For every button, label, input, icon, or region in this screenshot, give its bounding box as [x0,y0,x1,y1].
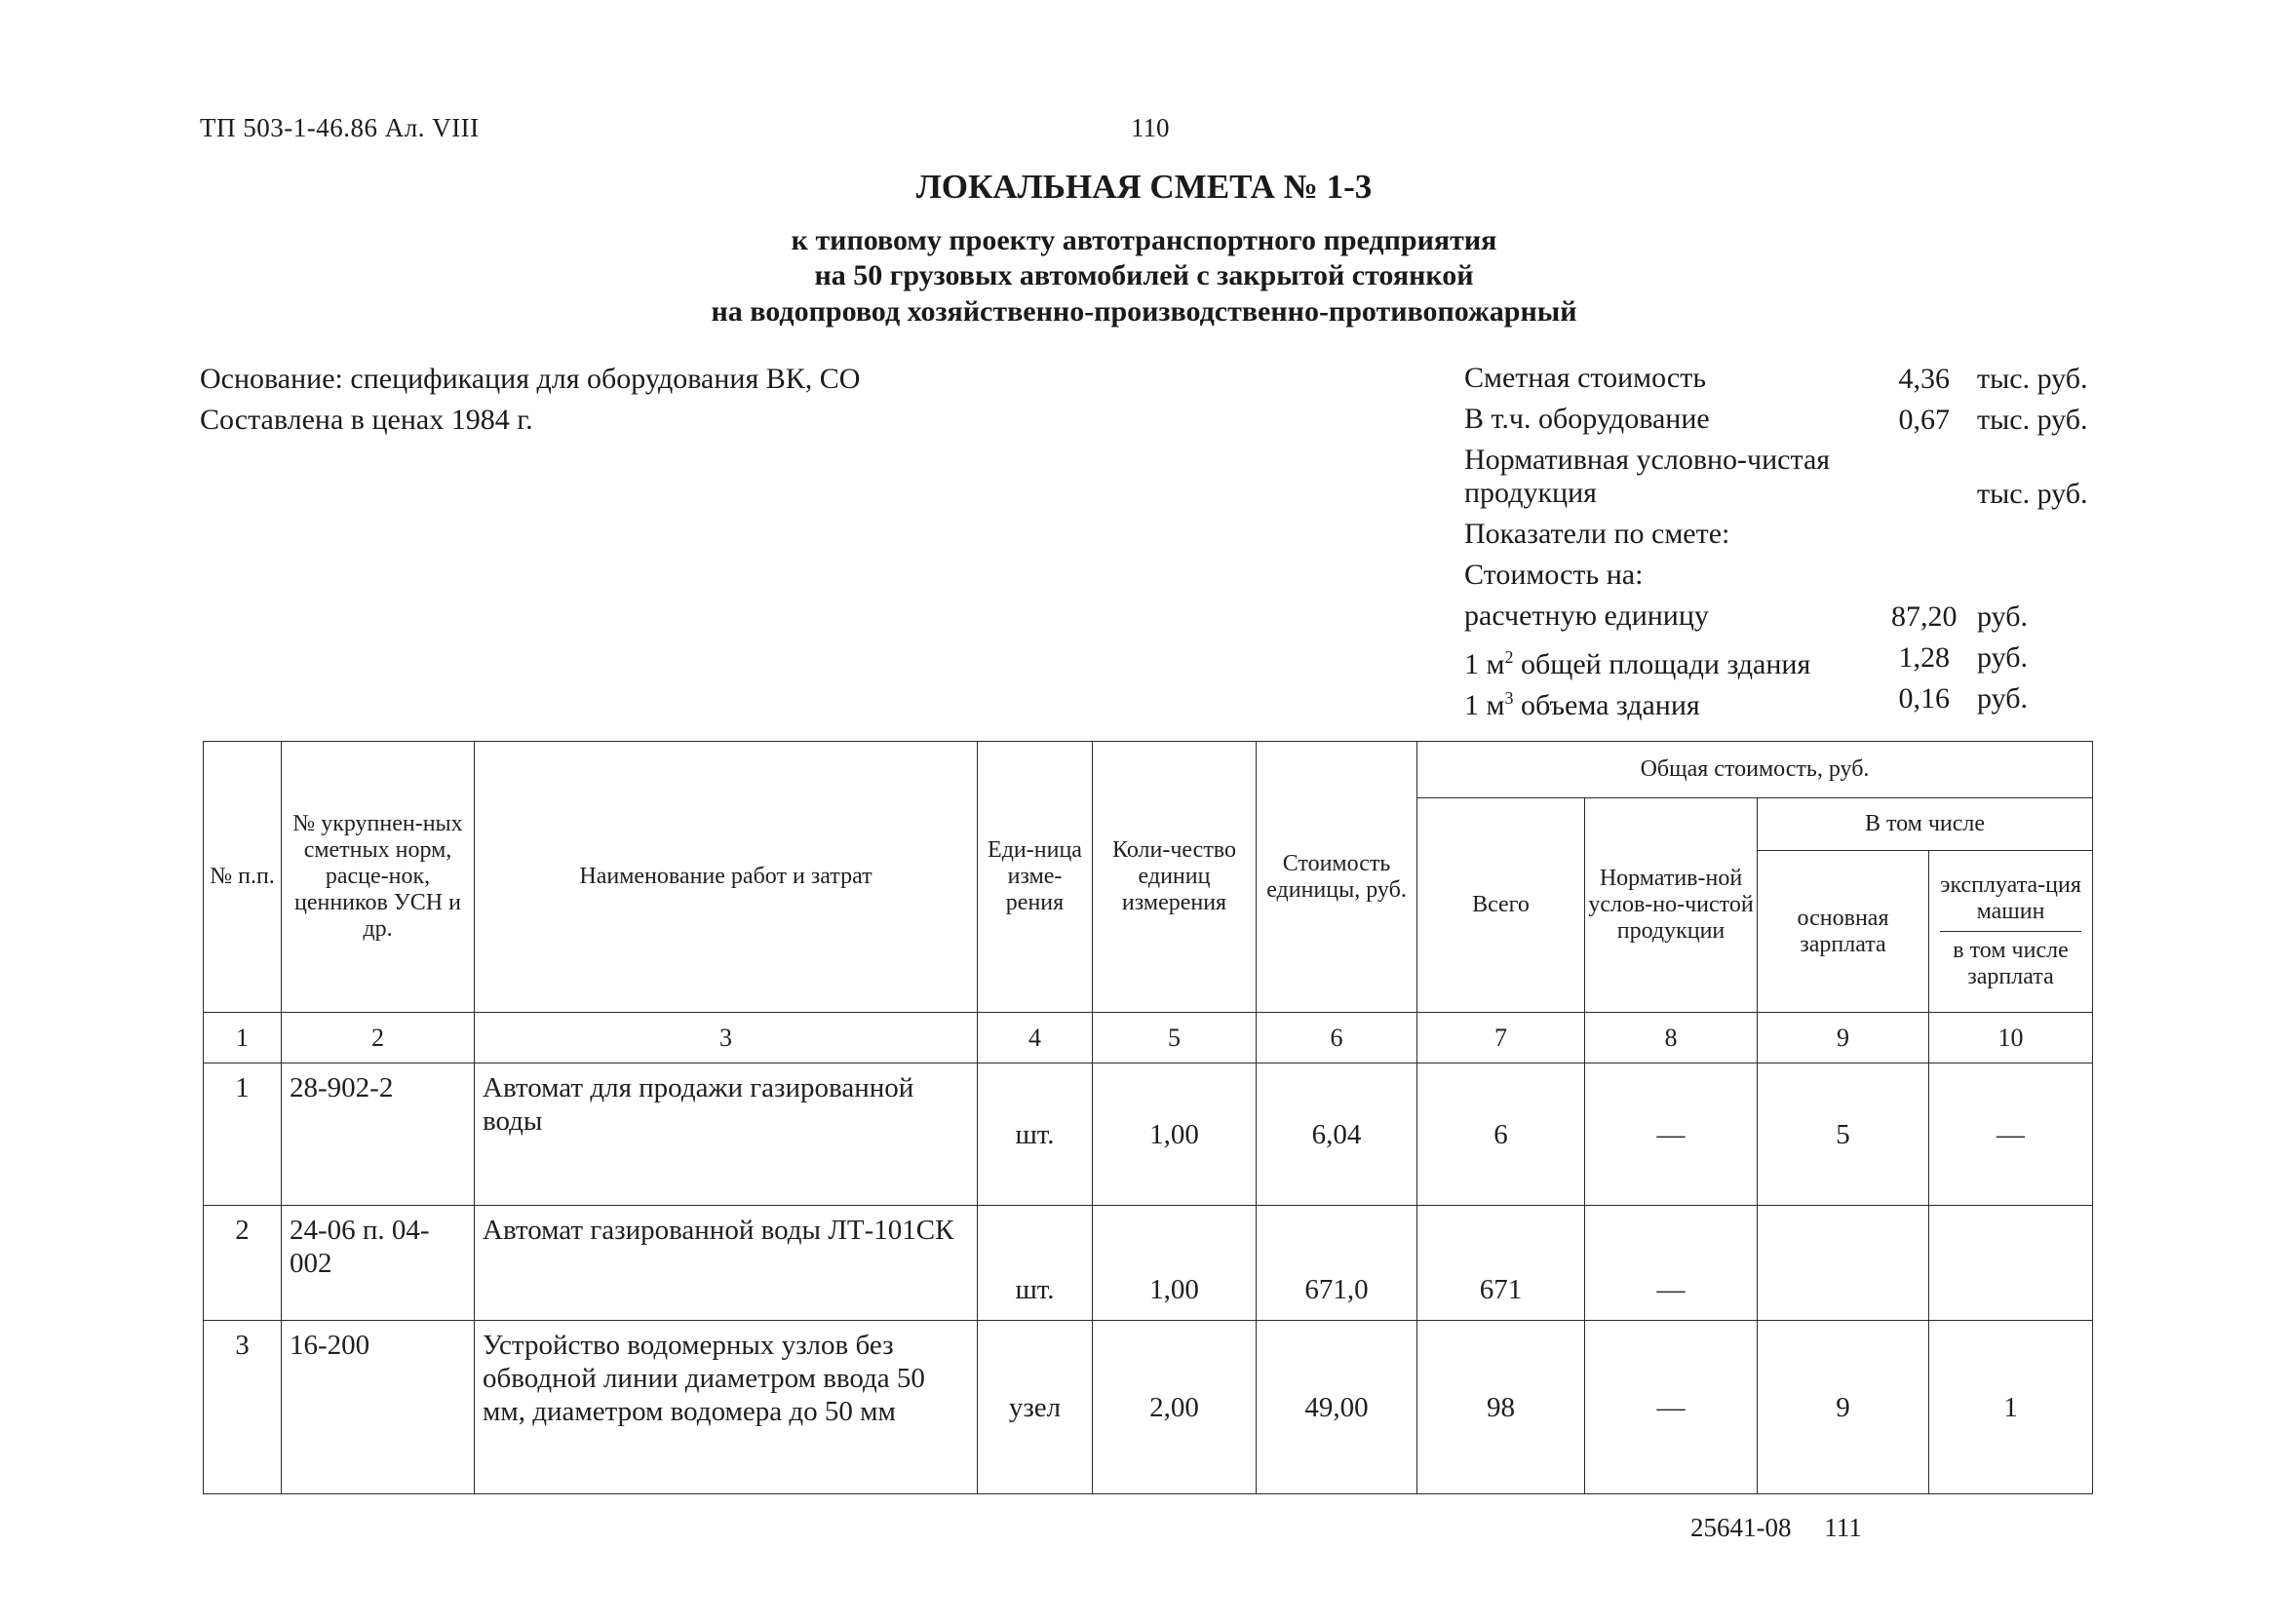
col-num: 8 [1585,1013,1758,1063]
col-num: 3 [475,1013,978,1063]
footer-code: 25641-08 111 [1690,1513,1862,1542]
row-no: 1 [204,1063,282,1206]
row-name: Автомат газированной воды ЛТ-101СК [475,1206,978,1321]
row-unit: шт. [978,1206,1093,1321]
row-qty: 2,00 [1093,1321,1257,1494]
unit-cost-unit: руб. [1977,600,2028,633]
equipment-unit: тыс. руб. [1977,404,2088,436]
header-unit-price: Стоимость единицы, руб. [1257,742,1417,1013]
row-qty: 1,00 [1093,1206,1257,1321]
header-no: № п.п. [204,742,282,1013]
column-number-row [204,1013,2093,1063]
row-norm: 28-902-2 [282,1063,475,1206]
prices-year-text: Составлена в ценах 1984 г. [200,404,533,436]
header-unit: Еди-ница изме-рения [978,742,1093,1013]
indicators-label: Показатели по смете: [1464,518,1730,550]
estimated-cost-value: 4,36 [1898,363,1950,395]
header-wage: основная зарплата [1758,851,1929,1013]
row-no: 3 [204,1321,282,1494]
row-price: 671,0 [1257,1206,1417,1321]
col-num: 10 [1929,1013,2093,1063]
row-norm: 16-200 [282,1321,475,1494]
document-title: ЛОКАЛЬНАЯ СМЕТА № 1-3 [915,168,1373,206]
row-total: 98 [1417,1321,1585,1494]
header-machines [1929,851,2093,1013]
header-name: Наименование работ и затрат [475,742,978,1013]
row-unit: узел [978,1321,1093,1494]
unit-cost-label: расчетную единицу [1464,599,1709,632]
row-machines [1929,1206,2093,1321]
header-nucp: Норматив-ной услов-но-чистой продукции [1585,798,1758,1013]
area-cost-value: 1,28 [1898,641,1950,674]
volume-cost-value: 0,16 [1898,682,1950,715]
document-code: ТП 503-1-46.86 Ал. VIII [200,113,480,142]
equipment-value: 0,67 [1898,404,1950,436]
normative-product-unit: тыс. руб. [1977,478,2088,510]
row-machines: — [1929,1063,2093,1206]
header-total-group: Общая стоимость, руб. [1417,742,2093,798]
header-total: Всего [1417,798,1585,1013]
normative-product-label-1: Нормативная условно-чистая [1464,444,1831,476]
page-number: 110 [1131,113,1170,142]
header-norm: № укрупнен-ных сметных норм, расце-нок, ценников УСН и др. [282,742,475,1013]
table-row [204,1321,2093,1494]
col-num: 6 [1257,1013,1417,1063]
row-no: 2 [204,1206,282,1321]
estimate-table [203,741,2093,1494]
col-num: 5 [1093,1013,1257,1063]
area-cost-label: 1 $м^2$ общей площади здания [1464,647,1811,680]
header-machines-wage: в том числе зарплата [1940,931,2081,990]
volume-cost-label: 1 $м^3$ объема здания [1464,688,1700,721]
row-total: 671 [1417,1206,1585,1321]
row-unit: шт. [978,1063,1093,1206]
area-cost-unit: руб. [1977,641,2028,674]
row-price: 6,04 [1257,1063,1417,1206]
row-name: Устройство водомерных узлов без обводной линии диаметром ввода 50 мм, диаметром водомера до 50 мм [475,1321,978,1494]
header-including: В том числе [1758,798,2093,851]
row-nucp: — [1585,1321,1758,1494]
header-machines-label: эксплуата-ция машин [1940,872,2081,924]
row-wage: 5 [1758,1063,1929,1206]
col-num: 2 [282,1013,475,1063]
table-row [204,1063,2093,1206]
basis-text: Основание: спецификация для оборудования ВК, СО [200,363,861,395]
subtitle-line-3: на водопровод хозяйственно-производственно-противопожарный [711,295,1577,328]
header-qty: Коли-чество единиц измерения [1093,742,1257,1013]
col-num: 9 [1758,1013,1929,1063]
volume-cost-unit: руб. [1977,682,2028,715]
col-num: 1 [204,1013,282,1063]
col-num: 4 [978,1013,1093,1063]
row-nucp: — [1585,1206,1758,1321]
estimated-cost-label: Сметная стоимость [1464,362,1707,394]
subtitle-line-2: на 50 грузовых автомобилей с закрытой стоянкой [814,259,1474,291]
row-machines: 1 [1929,1321,2093,1494]
normative-product-label-2: продукция [1464,477,1597,509]
row-price: 49,00 [1257,1321,1417,1494]
subtitle-line-1: к типовому проекту автотранспортного предприятия [791,224,1497,256]
row-qty: 1,00 [1093,1063,1257,1206]
row-total: 6 [1417,1063,1585,1206]
row-name: Автомат для продажи газированной воды [475,1063,978,1206]
unit-cost-value: 87,20 [1891,600,1958,633]
table-row [204,1206,2093,1321]
row-wage [1758,1206,1929,1321]
cost-per-label: Стоимость на: [1464,559,1644,591]
row-nucp: — [1585,1063,1758,1206]
equipment-label: В т.ч. оборудование [1464,403,1710,435]
row-wage: 9 [1758,1321,1929,1494]
col-num: 7 [1417,1013,1585,1063]
row-norm: 24-06 п. 04-002 [282,1206,475,1321]
estimated-cost-unit: тыс. руб. [1977,363,2088,395]
